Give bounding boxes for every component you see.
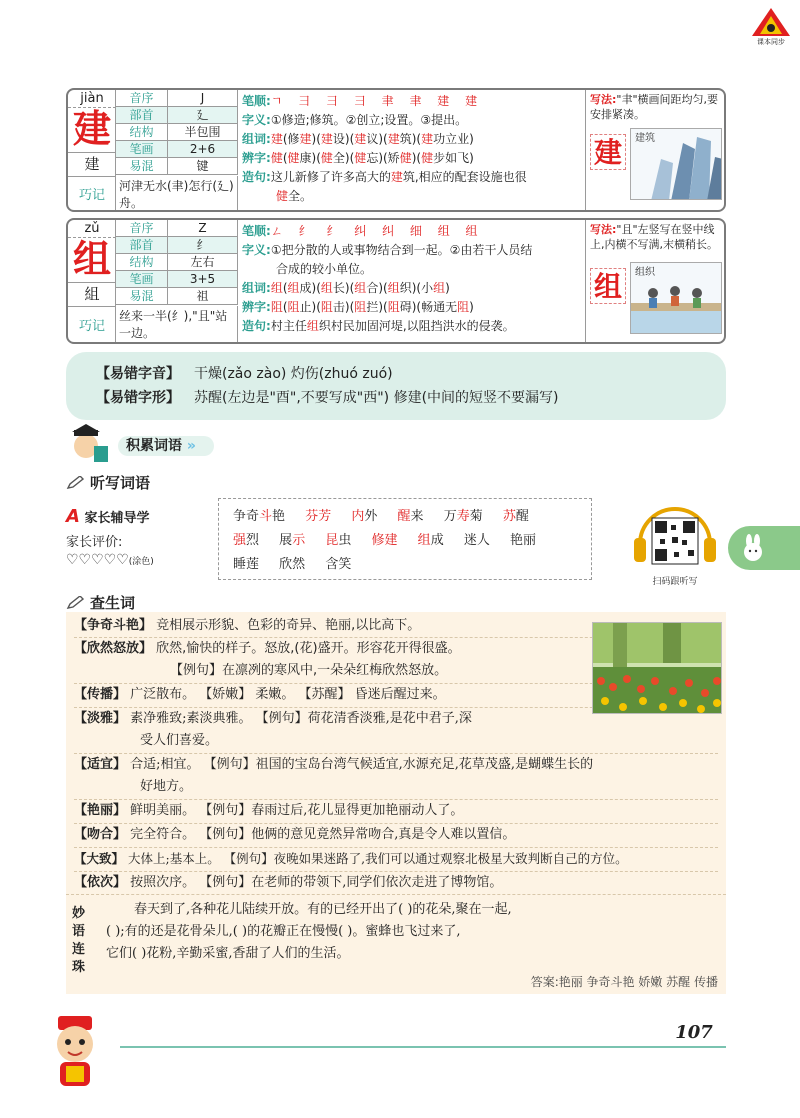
side-tab [728, 526, 800, 570]
bishun-strokes: ㄥ 纟 纟 纠 纠 细 组 组 [270, 224, 484, 238]
rating-hearts[interactable] [66, 552, 216, 568]
char-card-zu [66, 218, 726, 344]
qiaoji-label: 巧记 [68, 176, 116, 210]
xiefa-text: "聿"横画间距均匀,要安排紧凑。 [590, 93, 719, 121]
attr-value: 键 [196, 159, 209, 173]
vocab-entry [74, 873, 502, 893]
zaoju-text: 这儿新修了许多高大的建筑,相应的配套设施也很 [270, 170, 527, 184]
vocab-term: 【争奇斗艳】 [74, 618, 153, 633]
vocab-def: 完全符合。 【例句】他俩的意见竟然异常吻合,真是令人难以置信。 [130, 827, 516, 842]
vocab-def: 按照次序。 【例句】在老师的带领下,同学们依次走进了博物馆。 [130, 875, 503, 890]
zaoju-text: 村主任组织村民加固河堤,以阻挡洪水的侵袭。 [270, 319, 515, 333]
qr-code-block[interactable] [634, 504, 716, 586]
xiefa-line [590, 222, 720, 252]
word: 艳丽 [510, 533, 537, 548]
zuci-label: 组词: [242, 281, 271, 295]
word: 展示 [279, 533, 306, 548]
char-left-col [68, 220, 116, 342]
qr-headphone-icon[interactable] [634, 504, 716, 570]
zaoju-line [242, 317, 581, 336]
xiefa-line [590, 92, 720, 122]
attr-value: 2+6 [189, 142, 216, 156]
divider [74, 871, 718, 872]
vocab-entry [74, 685, 446, 705]
zuci-line [242, 279, 581, 298]
attr-key: 音序 [116, 90, 168, 106]
ziyi-label: 字义: [242, 113, 271, 127]
vocab-def: 竞相展示形貌、色彩的奇异、艳丽,以比高下。 [156, 618, 421, 633]
bianzi-label: 辨字: [242, 300, 271, 314]
common-mistakes-banner [66, 352, 726, 420]
bishun-label: 笔顺: [242, 94, 271, 108]
logo-text: 课本同步 [757, 38, 785, 46]
writing-grid [590, 134, 626, 170]
qr-caption: 扫码跟听写 [652, 577, 698, 587]
section-jilei-text: 积累词语 [126, 438, 182, 454]
vocab-def: 素净雅致;素淡典雅。 【例句】荷花清香淡雅,是花中君子,深 [130, 711, 472, 726]
zuci-text: 组(组成)(组长)(组合)(组织)(小组) [270, 281, 450, 295]
miaoyu-body [106, 899, 720, 965]
vocab-entry [74, 616, 420, 636]
attr-row [116, 90, 237, 107]
word: 睡莲 [233, 557, 260, 572]
vocab-term: 【依次】 [74, 875, 127, 890]
parent-title-line [66, 506, 216, 527]
xiefa-panel [586, 90, 724, 210]
miaoyu-line-2: ( );有的还是花骨朵儿,( )的花瓣正在慢慢( )。蜜蜂也飞过来了, [106, 924, 461, 939]
word: 苏醒 [502, 509, 529, 524]
section-chashengci-title: 查生词 [90, 594, 136, 612]
bianzi-text: 健(健康)(健全)(健忘)(矫健)(健步如飞) [270, 151, 474, 165]
attr-row [116, 254, 237, 271]
xiefa-panel [586, 220, 724, 342]
pencil-icon [66, 596, 84, 610]
word-row-2 [233, 529, 577, 553]
attr-row [116, 271, 237, 288]
publisher-logo [748, 6, 794, 46]
xiefa-label: 写法: [590, 93, 617, 106]
zaoju-line-2: 健全。 [276, 189, 313, 203]
char-attr-table [116, 220, 238, 305]
word: 组成 [417, 533, 444, 548]
zaoju-line [242, 168, 581, 187]
zuci-label: 组词: [242, 132, 271, 146]
zuci-line [242, 130, 581, 149]
vocab-entry [74, 825, 515, 845]
vocab-example: 【例句】在凛冽的寒风中,一朵朵红梅欣然怒放。 [170, 663, 448, 678]
zaoju-label: 造句: [242, 319, 271, 333]
ziyi-label: 字义: [242, 243, 271, 257]
attr-key: 易混 [116, 158, 168, 174]
bishun-strokes: ㄱ ⺕ ⺕ ⺕ 聿 聿 建 建 [270, 94, 484, 108]
char-big: 组 [72, 236, 111, 281]
zaoju-label: 造句: [242, 170, 271, 184]
attr-value: 3+5 [189, 272, 216, 286]
attr-row [116, 107, 237, 124]
attr-key: 结构 [116, 124, 168, 140]
attr-key: 音序 [116, 220, 168, 236]
divider [74, 753, 718, 754]
attr-row [116, 124, 237, 141]
char-attr-table [116, 90, 238, 175]
vocab-term: 【传播】 [74, 687, 127, 702]
word: 迷人 [463, 533, 490, 548]
attr-value: Z [198, 221, 207, 235]
word: 强烈 [233, 533, 260, 548]
word: 芬芳 [305, 509, 332, 524]
vocab-entry [74, 709, 472, 729]
illustration-buildings [630, 128, 722, 200]
qiaoji-text: 丝来一半(纟),"且"站一边。 [116, 306, 238, 342]
attr-key: 结构 [116, 254, 168, 270]
attr-row [116, 141, 237, 158]
page-number: 107 [675, 1022, 713, 1043]
writing-grid-char: 组 [593, 269, 622, 303]
miaoyu-answer: 答案:艳丽 争奇斗艳 娇嫩 苏醒 传播 [530, 975, 718, 989]
attr-value: 祖 [196, 289, 209, 303]
qiaoji-text: 河津无水(聿)怎行(廴)舟。 [116, 176, 238, 210]
bianzi-text: 阻(阻止)(阻击)(阻拦)(阻碍)(畅通无阻) [270, 300, 474, 314]
divider [74, 823, 718, 824]
bishun-line [242, 92, 581, 111]
attr-row [116, 237, 237, 254]
writing-grid [590, 268, 626, 304]
attr-key: 部首 [116, 107, 168, 123]
mistake-write-text: 苏醒(左边是"酉",不要写成"西") 修建(中间的短竖不要漏写) [194, 390, 559, 406]
section-tingxie [66, 472, 150, 493]
vocab-entry [74, 755, 593, 775]
bianzi-line [242, 149, 581, 168]
parent-title: 家长辅导学 [84, 511, 150, 526]
mistake-writing [96, 386, 696, 410]
vocab-term: 【吻合】 [74, 827, 127, 842]
word: 万寿菊 [443, 509, 483, 524]
attr-row [116, 158, 237, 175]
attr-key: 笔画 [116, 271, 168, 287]
bianzi-label: 辨字: [242, 151, 271, 165]
char-big: 建 [72, 106, 111, 151]
miaoyu-side-label: 妙语连珠 [72, 906, 86, 975]
vocab-term: 【艳丽】 [74, 803, 127, 818]
illustration-teamwork [630, 262, 722, 334]
section-jilei [64, 424, 264, 464]
a-logo-icon: A [66, 506, 80, 527]
attr-row [116, 288, 237, 305]
mascot-icon [30, 1010, 120, 1090]
word: 内外 [351, 509, 378, 524]
vocab-def: 鲜明美丽。 【例句】春雨过后,花儿显得更加艳丽动人了。 [130, 803, 464, 818]
attr-value: 半包围 [184, 125, 221, 139]
vocab-entry [74, 849, 628, 869]
section-tingxie-title: 听写词语 [90, 474, 151, 492]
vocab-def: 广泛散布。 【娇嫩】 柔嫩。 【苏醒】 昏迷后醒过来。 [130, 687, 446, 702]
ziyi-text: ①把分散的人或事物结合到一起。②由若干人员结 [270, 243, 533, 257]
attr-value: 廴 [196, 108, 209, 122]
chevron-right-icon: » [186, 438, 196, 454]
xiefa-text: "且"左竖写在竖中线上,内横不写满,末横稍长。 [590, 223, 718, 251]
vocab-term: 【大致】 [74, 851, 125, 866]
char-pinyin: jiàn [68, 90, 116, 108]
vocab-term: 【淡雅】 [74, 711, 127, 726]
attr-value: 纟 [196, 238, 209, 252]
qiaoji-label: 巧记 [68, 306, 116, 342]
vocab-continuation: 好地方。 [140, 779, 193, 794]
word: 争奇斗艳 [233, 509, 286, 524]
vocab-entry [74, 639, 461, 659]
word: 含笑 [325, 557, 352, 572]
char-left-col [68, 90, 116, 210]
vocab-term: 【欣然怒放】 [74, 641, 153, 656]
pencil-icon [66, 476, 84, 490]
bianzi-line [242, 298, 581, 317]
attr-key: 笔画 [116, 141, 168, 157]
divider [74, 847, 718, 848]
char-card-jian [66, 88, 726, 212]
word: 欣然 [279, 557, 306, 572]
section-chashengci [66, 592, 135, 613]
vocab-entry [74, 801, 463, 821]
xiefa-label: 写法: [590, 223, 617, 236]
char-detail [238, 90, 586, 210]
word: 修建 [371, 533, 398, 548]
tulip-garden-icon [593, 623, 722, 714]
mistake-pron-label: 【易错字音】 [96, 366, 180, 382]
mistake-pronunciation [96, 362, 696, 386]
illustration-label: 组织 [635, 267, 655, 278]
miaoyu-line-1: 春天到了,各种花儿陆续开放。有的已经开出了( )的花朵,聚在一起, [134, 902, 512, 917]
zuci-text: 建(修建)(建设)(建议)(建筑)(建功立业) [270, 132, 474, 146]
miaoyu-line-3: 它们( )花粉,辛勤采蜜,香甜了人们的生活。 [106, 946, 350, 961]
bishun-label: 笔顺: [242, 224, 271, 238]
attr-value: J [200, 91, 205, 105]
attr-row [116, 220, 237, 237]
word: 醒来 [397, 509, 424, 524]
attr-value: 左右 [190, 255, 215, 269]
bishun-line [242, 222, 581, 241]
char-pinyin: zǔ [68, 220, 116, 238]
tulip-garden-photo [592, 622, 722, 714]
illustration-label: 建筑 [635, 133, 655, 144]
footer-mascot [30, 1010, 120, 1090]
parent-eval-label: 家长评价: [66, 535, 123, 550]
attr-key: 易混 [116, 288, 168, 304]
attr-key: 部首 [116, 237, 168, 253]
student-mascot-icon [64, 424, 114, 464]
vocab-continuation: 受人们喜爱。 [140, 733, 219, 748]
char-traditional: 建 [68, 152, 116, 174]
ziyi-line-2: 合成的较小单位。 [276, 262, 373, 276]
writing-grid-char: 建 [593, 135, 622, 169]
miaoyu-lianzhu [66, 894, 726, 994]
rating-hint: (涂色) [128, 557, 154, 567]
word: 昆虫 [325, 533, 352, 548]
mistake-pron-text: 干燥(zǎo zào) 灼伤(zhuó zuó) [194, 366, 393, 382]
vocab-def: 欣然,愉快的样子。怒放,(花)盛开。形容花开得很盛。 [156, 641, 461, 656]
ziyi-text: ①修造;修筑。②创立;设置。③提出。 [270, 113, 468, 127]
word-row-1 [233, 505, 577, 529]
ziyi-line [242, 241, 581, 260]
ziyi-line [242, 111, 581, 130]
vocab-def: 大体上;基本上。 【例句】夜晚如果迷路了,我们可以通过观察北极星大致判断自己的方位。 [128, 851, 628, 866]
char-detail [238, 220, 586, 342]
vocab-term: 【适宜】 [74, 757, 127, 772]
footer-line [120, 1046, 726, 1048]
dictation-word-box [218, 498, 592, 580]
divider [74, 799, 718, 800]
section-jilei-title [118, 436, 214, 456]
mistake-write-label: 【易错字形】 [96, 390, 180, 406]
rabbit-icon [738, 533, 768, 563]
word-row-3 [233, 553, 577, 577]
heart-icons[interactable]: ♡♡♡♡♡ [66, 552, 129, 568]
vocab-def: 合适;相宜。 【例句】祖国的宝岛台湾气候适宜,水源充足,花草茂盛,是蝴蝶生长的 [130, 757, 594, 772]
char-traditional: 組 [68, 282, 116, 304]
parent-eval [66, 506, 216, 586]
